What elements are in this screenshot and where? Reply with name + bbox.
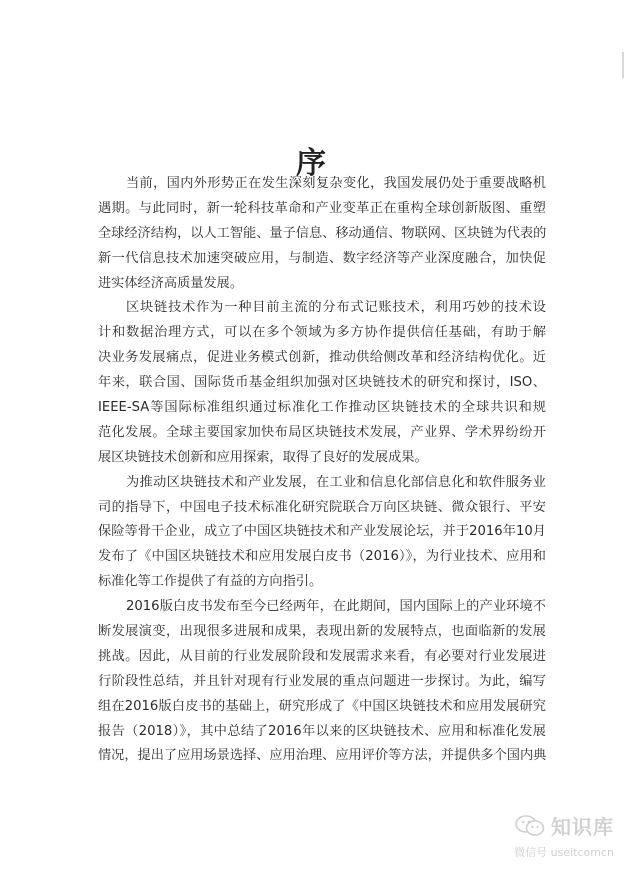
text-line: 新一代信息技术加速突破应用，与制造、数字经济等产业深度融合，加快促: [98, 250, 546, 266]
text-line: 遇期。与此同时，新一轮科技革命和产业变革正在重构全球创新版图、重塑: [98, 200, 546, 216]
text-line: 范化发展。全球主要国家加快布局区块链技术发展，产业界、学术界纷纷开: [98, 424, 546, 440]
text-line: 计和数据治理方式，可以在多个领域为多方协作提供信任基础，有助于解: [98, 325, 546, 341]
text-line: 为推动区块链技术和产业发展，在工业和信息化部信息化和软件服务业: [126, 474, 546, 490]
text-line: 标准化等工作提供了有益的方向指引。: [98, 574, 323, 590]
text-line: 挑战。因此，从目前的行业发展阶段和发展需求来看，有必要对行业发展进: [98, 648, 546, 664]
text-line: 全球经济结构，以人工智能、量子信息、移动通信、物联网、区块链为代表的: [98, 225, 546, 241]
watermark-wechat-id: 微信号 useitcomcn: [514, 846, 614, 859]
text-line: 年来，联合国、国际货币基金组织加强对区块链技术的研究和探讨，ISO、: [98, 375, 546, 391]
text-line: 决业务发展痛点，促进业务模式创新，推动供给侧改革和经济结构优化。近: [98, 350, 546, 366]
text-line: 报告（2018）》，其中总结了2016年以来的区块链技术、应用和标准化发展: [98, 723, 546, 739]
text-line: 组在2016版白皮书的基础上，研究形成了《中国区块链技术和应用发展研究: [98, 698, 546, 714]
wechat-icon: [515, 815, 545, 837]
text-line: 司的指导下，中国电子技术标准化研究院联合万向区块链、微众银行、平安: [98, 499, 546, 515]
watermark: [514, 811, 614, 860]
text-line: 断发展演变，出现很多进展和成果，表现出新的发展特点，也面临新的发展: [98, 624, 546, 640]
text-line: 保险等骨干企业，成立了中国区块链技术和产业发展论坛，并于2016年10月: [98, 524, 546, 540]
text-line: 发布了《中国区块链技术和应用发展白皮书（2016）》，为行业技术、应用和: [98, 549, 546, 565]
watermark-brand: 知识库: [551, 815, 614, 839]
text-line: 行阶段性总结，并且针对现有行业发展的重点问题进一步探讨。为此，编写: [98, 673, 546, 689]
text-line: IEEE-SA等国际标准组织通过标准化工作推动区块链技术的全球共识和规: [98, 400, 546, 416]
text-line: 进实体经济高质量发展。: [98, 275, 244, 291]
text-line: 区块链技术作为一种目前主流的分布式记账技术，利用巧妙的技术设: [126, 300, 546, 316]
page-title: 序: [296, 146, 328, 182]
body-text: [98, 172, 546, 769]
text-line: 当前，国内外形势正在发生深刻复杂变化，我国发展仍处于重要战略机: [126, 176, 546, 191]
text-line: 展区块链技术创新和应用探索，取得了良好的发展成果。: [98, 449, 428, 465]
text-line: 情况，提出了应用场景选择、应用治理、应用评价等方法，并提供多个国内典: [98, 748, 546, 764]
text-line: 2016版白皮书发布至今已经两年，在此期间，国内国际上的产业环境不: [126, 599, 546, 615]
